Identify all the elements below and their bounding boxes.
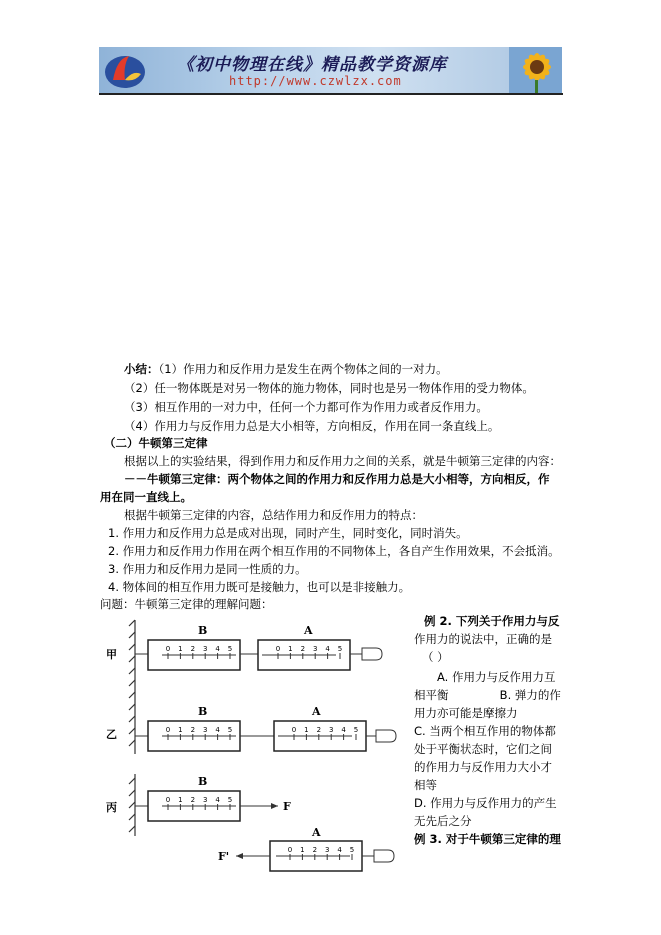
wall-hatching [129,620,135,836]
example2-option-c: C. 当两个相互作用的物体都 [414,724,556,738]
scale-tick-label: 0 [275,645,281,653]
hand-icon [374,850,394,862]
example2-option-d: D. 作用力与反作用力的产生 [414,796,557,810]
summary-item: （1）作用力和反作用力是发生在两个物体之间的一对力。 [158,362,448,376]
spring-label-a: A [304,624,313,637]
header-banner [99,47,562,94]
scale-tick-label: 4 [215,796,220,804]
example2-line: 处于平衡状态时，它们之间 [414,742,552,756]
example2-line: （ ） [422,650,449,664]
scale-tick-label: 3 [202,726,208,734]
hand-icon [362,648,382,660]
banner-title: 《初中物理在线》精品教学资源库 [177,55,447,75]
summary-item: （4）作用力与反作用力总是大小相等，方向相反，作用在同一条直线上。 [124,419,500,433]
scale-tick-label: 1 [178,645,183,653]
scale-tick-label: 5 [337,645,343,653]
scale-tick-label: 2 [190,645,196,653]
scale-tick-label: 3 [324,846,330,854]
scale-tick-label: 3 [202,645,208,653]
arrow-right-icon [271,803,278,809]
spring-scale-figure [100,614,412,872]
scale-tick-label: 0 [165,796,171,804]
spring-label-a: A [312,705,321,718]
summary-line-1 [124,360,448,378]
scale-tick-label: 3 [328,726,334,734]
scale-tick-label: 4 [215,645,220,653]
scale-tick-label: 2 [190,726,196,734]
scale-tick-label: 1 [300,846,305,854]
force-label-f-prime: F' [218,850,230,863]
scale-tick-label: 0 [165,726,171,734]
header-rule [99,93,563,95]
spring-label-a: A [312,826,321,839]
example2-line: 作用力的说法中，正确的是 [414,632,552,646]
scale-tick-label: 1 [178,726,183,734]
spring-label-b: B [198,775,208,788]
row-label-bing: 丙 [106,801,117,814]
row-label-yi: 乙 [106,728,117,741]
scale-tick-label: 5 [349,846,355,854]
feature-item: 1. 作用力和反作用力总是成对出现，同时产生，同时变化，同时消失。 [108,526,468,540]
scale-tick-label: 0 [165,645,171,653]
example2-option-a: A. 作用力与反作用力互 [437,670,556,684]
summary-item: （3）相互作用的一对力中，任何一个力都可作为作用力或者反作用力。 [124,400,488,414]
arrow-left-icon [236,853,243,859]
sunflower-icon [509,47,562,94]
row-jia [135,624,382,670]
hand-icon [376,730,396,742]
features-intro: 根据牛顿第三定律的内容，总结作用力和反作用力的特点： [124,508,423,522]
scale-tick-label: 0 [291,726,297,734]
feature-item: 4. 物体间的相互作用力既可是接触力，也可以是非接触力。 [108,580,411,594]
scale-tick-label: 5 [227,645,233,653]
question-prompt: 问题：牛顿第三定律的理解问题： [100,597,273,611]
example2-line: 用力亦可能是摩擦力 [414,706,518,720]
scale-tick-label: 0 [287,846,293,854]
summary-lead: 小结： [124,362,159,376]
scale-tick-label: 4 [215,726,220,734]
scale-tick-label: 1 [178,796,183,804]
banner-url[interactable]: http://www.czwlzx.com [229,74,402,88]
scale-tick-label: 1 [288,645,293,653]
scale-tick-label: 3 [312,645,318,653]
example2-line: 的作用力与反作用力大小才 [414,760,552,774]
section-heading: （二）牛顿第三定律 [104,436,208,450]
row-label-jia: 甲 [106,648,117,661]
scale-tick-label: 1 [304,726,309,734]
law-statement-line-1: －－牛顿第三定律：两个物体之间的作用力和反作用力总是大小相等，方向相反，作 [124,472,550,486]
feature-item: 2. 作用力和反作用力作用在两个相互作用的不同物体上，各自产生作用效果，不会抵消。 [108,544,560,558]
scale-tick-label: 2 [312,846,318,854]
scale-tick-label: 4 [341,726,346,734]
scale-tick-label: 2 [300,645,306,653]
scale-tick-label: 5 [353,726,359,734]
summary-item: （2）任一物体既是对另一物体的施力物体，同时也是另一物体作用的受力物体。 [124,381,534,395]
scale-tick-label: 2 [190,796,196,804]
site-logo-icon [103,50,147,90]
law-statement-line-2: 用在同一直线上。 [100,490,192,504]
scale-tick-label: 4 [337,846,342,854]
spring-label-b: B [198,624,208,637]
spring-label-b: B [198,705,208,718]
law-intro: 根据以上的实验结果，得到作用力和反作用力之间的关系，就是牛顿第三定律的内容： [124,454,561,468]
force-label-f: F [283,800,291,813]
scale-tick-label: 5 [227,726,233,734]
scale-tick-label: 3 [202,796,208,804]
scale-tick-label: 4 [325,645,330,653]
example2-line: 相等 [414,778,437,792]
example2-line: 例 2. 下列关于作用力与反 [424,614,560,628]
row-bing [135,775,394,871]
scale-tick-label: 2 [316,726,322,734]
feature-item: 3. 作用力和反作用力是同一性质的力。 [108,562,307,576]
scale-tick-label: 5 [227,796,233,804]
example3-line: 例 3. 对于牛顿第三定律的理 [414,832,561,846]
example2-line: 无先后之分 [414,814,472,828]
example2-line: 相平衡 B. 弹力的作 [414,688,561,702]
